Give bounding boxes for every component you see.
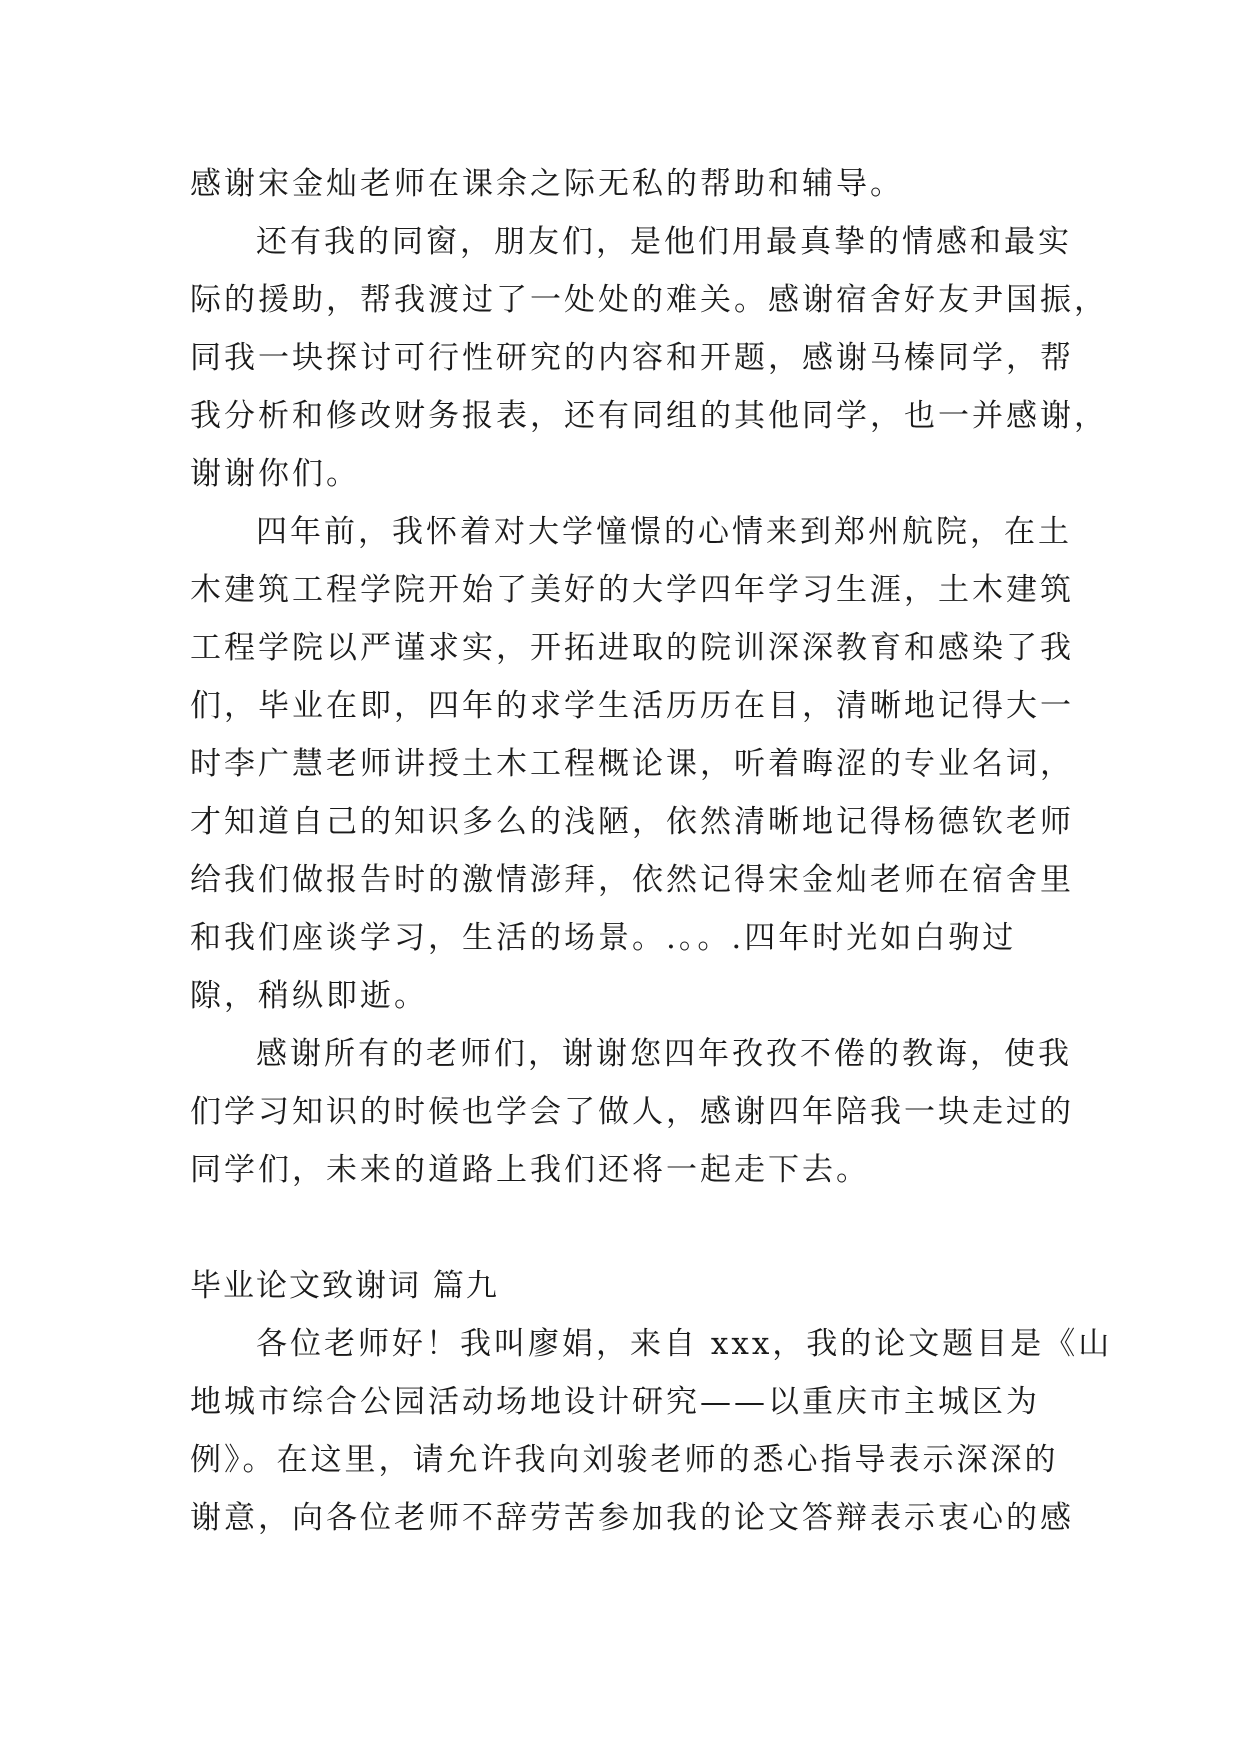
text-line: 例》。在这里，请允许我向刘骏老师的悉心指导表示深深的: [190, 1442, 1059, 1478]
text-line: 际的援助，帮我渡过了一处处的难关。感谢宿舍好友尹国振，: [190, 282, 1108, 318]
text-line: 隙，稍纵即逝。: [190, 978, 428, 1014]
text-line: 同我一块探讨可行性研究的内容和开题，感谢马榛同学，帮: [190, 340, 1074, 376]
text-line: 同学们，未来的道路上我们还将一起走下去。: [190, 1152, 870, 1188]
text-line: 和我们座谈学习，生活的场景。.。。.四年时光如白驹过: [190, 920, 1017, 956]
body-text: [190, 155, 1113, 1547]
text-line: 木建筑工程学院开始了美好的大学四年学习生涯，土木建筑: [190, 572, 1074, 608]
text-line: 谢意，向各位老师不辞劳苦参加我的论文答辩表示衷心的感: [190, 1500, 1074, 1536]
text-line: 们学习知识的时候也学会了做人，感谢四年陪我一块走过的: [190, 1094, 1074, 1130]
text-line: 工程学院以严谨求实，开拓进取的院训深深教育和感染了我: [190, 630, 1074, 666]
text-line: 们，毕业在即，四年的求学生活历历在目，清晰地记得大一: [190, 688, 1074, 724]
text-line: 感谢所有的老师们，谢谢您四年孜孜不倦的教诲，使我: [256, 1036, 1072, 1072]
text-line: 四年前，我怀着对大学憧憬的心情来到郑州航院，在土: [256, 514, 1072, 550]
text-line: 还有我的同窗，朋友们，是他们用最真挚的情感和最实: [256, 224, 1072, 260]
text-line: 才知道自己的知识多么的浅陋，依然清晰地记得杨德钦老师: [190, 804, 1074, 840]
text-line: 感谢宋金灿老师在课余之际无私的帮助和辅导。: [190, 166, 904, 202]
text-line: 我分析和修改财务报表，还有同组的其他同学，也一并感谢，: [190, 398, 1108, 434]
text-line: 给我们做报告时的激情澎拜，依然记得宋金灿老师在宿舍里: [190, 862, 1074, 898]
text-line: 谢谢你们。: [190, 456, 360, 492]
section-heading: 毕业论文致谢词 篇九: [190, 1268, 499, 1304]
text-line: 时李广慧老师讲授土木工程概论课，听着晦涩的专业名词，: [190, 746, 1074, 782]
text-line: 各位老师好！我叫廖娟，来自 xxx，我的论文题目是《山: [256, 1326, 1113, 1362]
text-line: 地城市综合公园活动场地设计研究——以重庆市主城区为: [190, 1384, 1040, 1420]
